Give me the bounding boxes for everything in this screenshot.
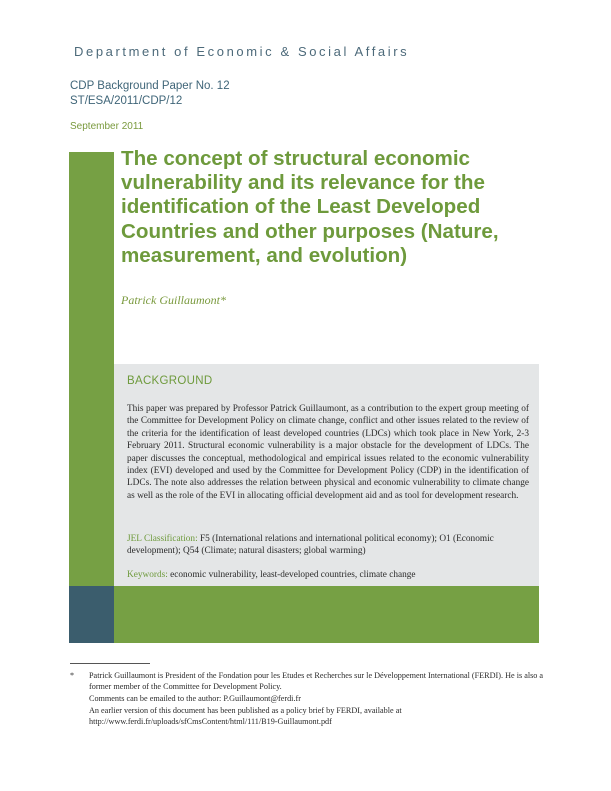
footnote-divider — [70, 663, 150, 664]
blue-accent-block — [69, 586, 114, 643]
keywords-label: Keywords: — [127, 570, 168, 580]
footnote-earlier-version: An earlier version of this document has been published as a policy brief by FERDI, available at http://www.ferdi.fr/uploads/sfCmsContent/html/111/B19-Guillaumont.pdf — [89, 706, 402, 726]
green-accent-bar — [69, 152, 114, 586]
footnote-author — [70, 671, 550, 692]
jel-text: F5 (International relations and international political economy); O1 (Economic development); Q54 (Climate; natural disasters; global warming) — [127, 534, 494, 557]
footnote-contact: Comments can be emailed to the author: P.Guillaumont@ferdi.fr — [89, 694, 301, 703]
jel-classification — [127, 533, 529, 558]
footnote-author-text: Patrick Guillaumont is President of the Fondation pour les Etudes et Recherches sur le Développement International (FERDI). He is also a former member of the Committee for Development Policy. — [89, 671, 544, 691]
paper-title: The concept of structural economic vulnerability and its relevance for the identification of the Least Developed Countries and other purposes (Nature, measurement, and evolution) — [121, 147, 499, 267]
background-heading: BACKGROUND — [127, 375, 213, 387]
document-code: ST/ESA/2011/CDP/12 — [70, 95, 183, 107]
keywords-text: economic vulnerability, least-developed countries, climate change — [167, 570, 416, 580]
paper-number: CDP Background Paper No. 12 — [70, 80, 230, 92]
background-text: This paper was prepared by Professor Patrick Guillaumont, as a contribution to the expert group meeting of the Committee for Development Policy on climate change, conflict and other issues related to the review of the criteria for the identification of least developed countries (LDCs) which took place in New York, 2-3 February 2011. Structural economic vulnerability is a major obstacle for the development of LDCs. The paper discusses the conceptual, methodological and empirical issues related to the economic vulnerability index (EVI) developed and used by the Committee for Development Policy (CDP) in the identification of LDCs. The note also addresses the relation between physical and economic vulnerability to climate change as well as the role of the EVI in allocating official development aid and as tool for development research. — [127, 404, 529, 501]
paper-identifier — [70, 79, 230, 109]
keywords — [127, 569, 529, 581]
footnote-marker: * — [70, 671, 75, 680]
publication-date: September 2011 — [70, 121, 144, 132]
department-header: Department of Economic & Social Affairs — [74, 44, 410, 59]
green-footer-band — [114, 586, 539, 643]
author-name: Patrick Guillaumont* — [121, 293, 226, 307]
jel-label: JEL Classification: — [127, 534, 198, 544]
